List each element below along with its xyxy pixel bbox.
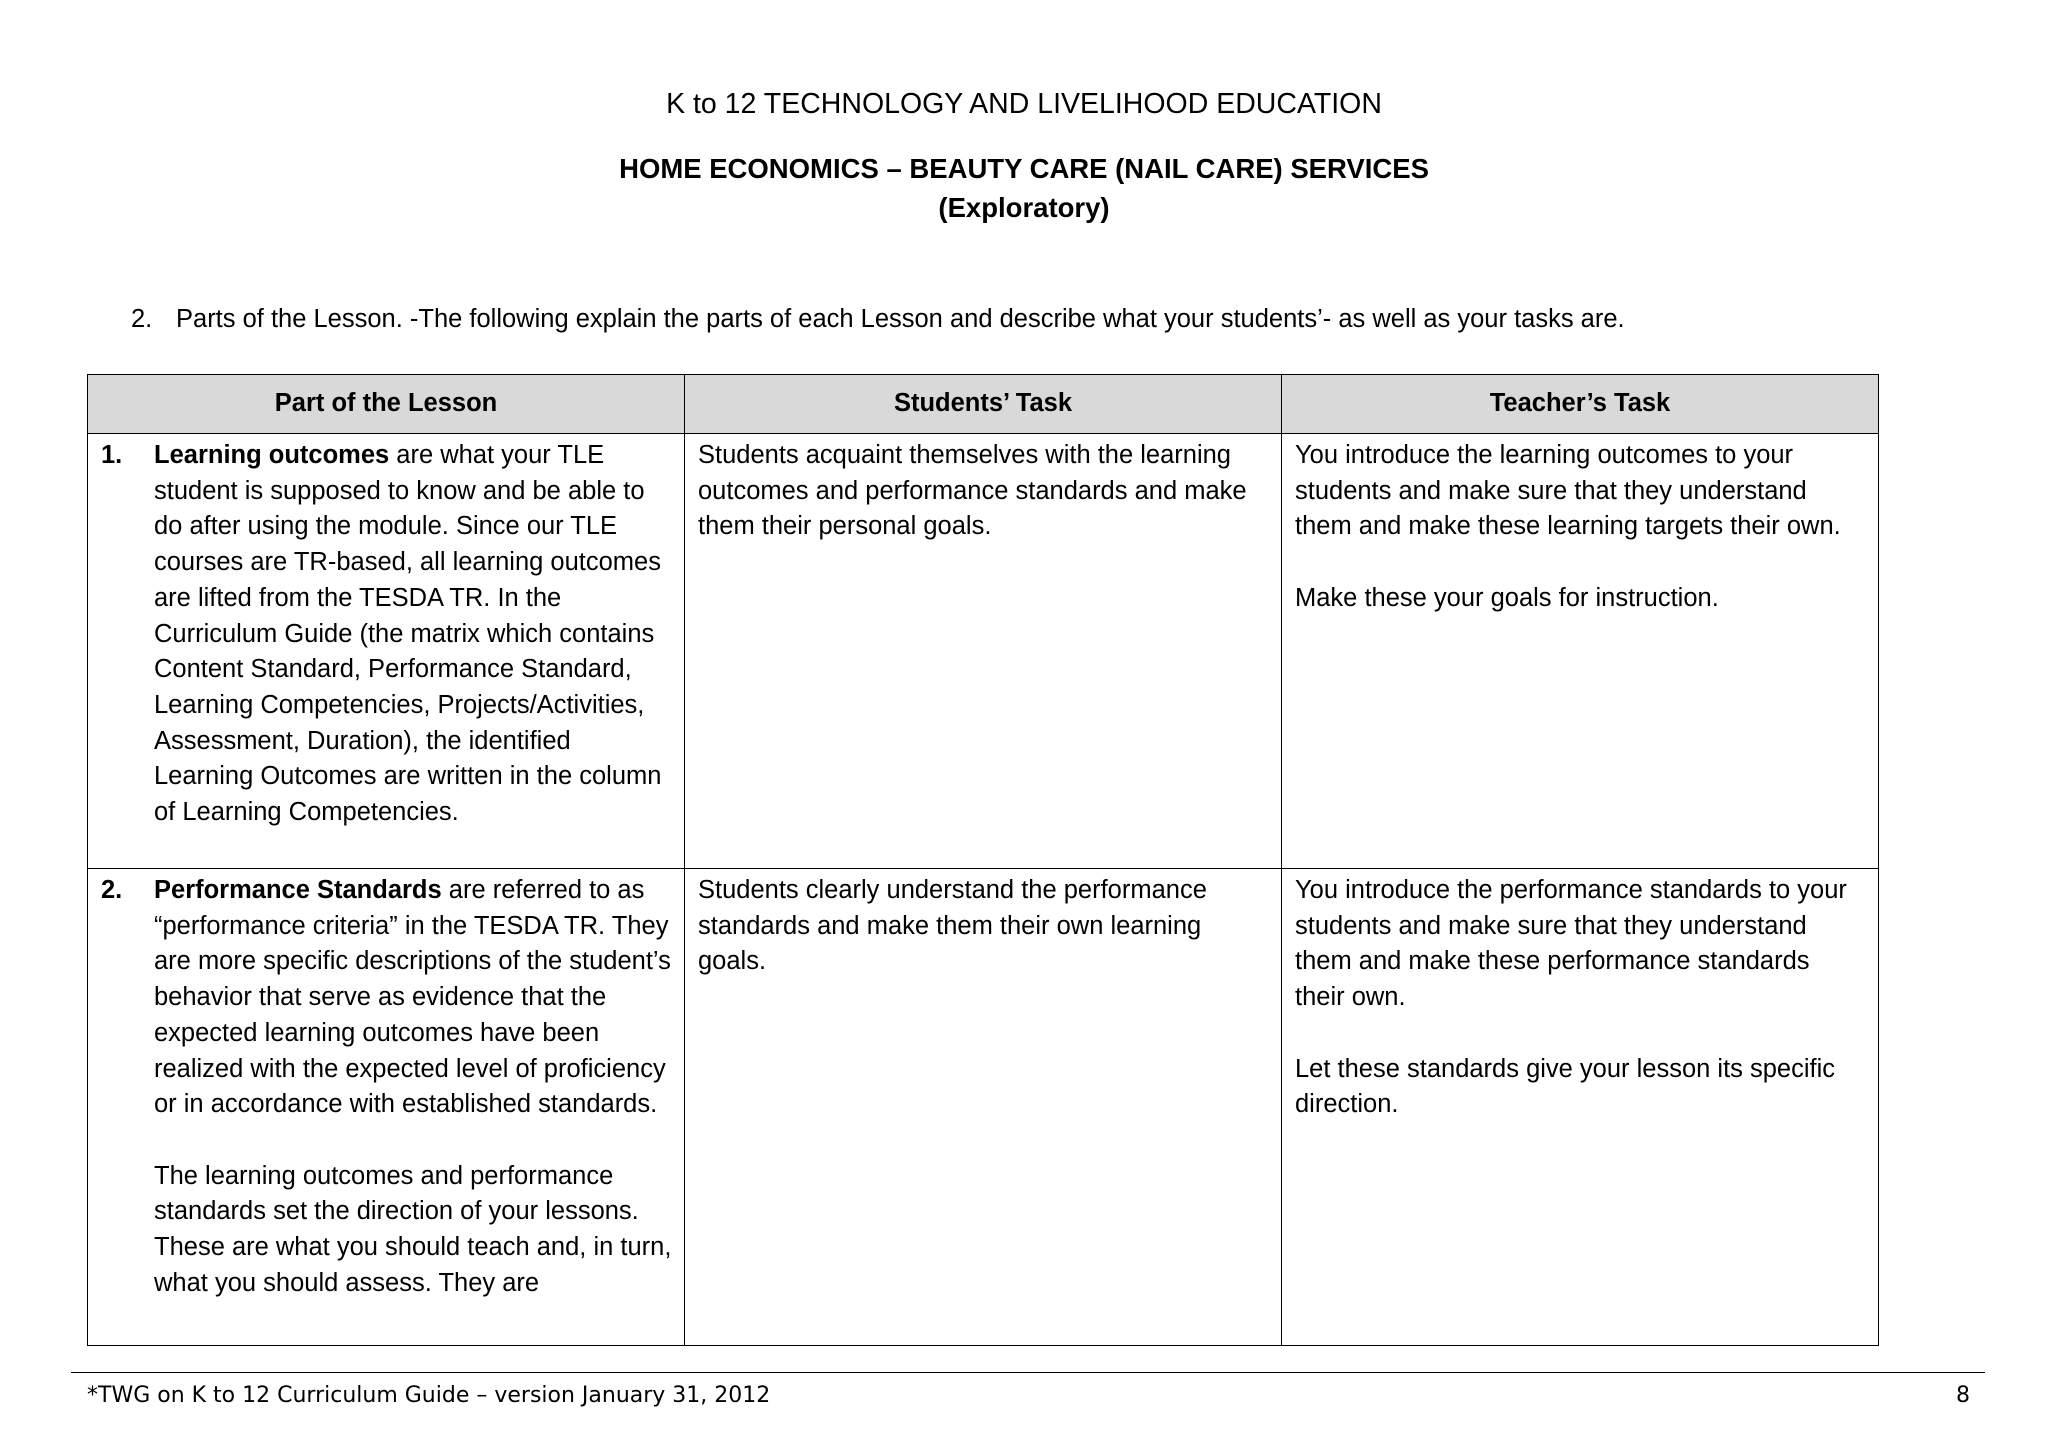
lesson-parts-table — [87, 374, 1879, 1346]
page-number: 8 — [1956, 1383, 1970, 1408]
teachers-task-note: Make these your goals for instruction. — [1295, 583, 1719, 612]
part-cell — [88, 869, 685, 1346]
item-term: Performance Standards — [154, 876, 442, 904]
intro-text: Parts of the Lesson. -The following explain the parts of each Lesson and describe what your students’- as well as your tasks are. — [176, 305, 1625, 333]
intro-paragraph — [131, 302, 1625, 336]
students-task-cell — [685, 434, 1282, 869]
students-task-cell — [685, 869, 1282, 1346]
teachers-task-note: Let these standards give your lesson its specific direction. — [1295, 1054, 1836, 1119]
document-subtitle-note: (Exploratory) — [938, 192, 1110, 223]
footer-text: *TWG on K to 12 Curriculum Guide – version January 31, 2012 — [87, 1383, 771, 1408]
item-number: 1. — [101, 441, 123, 469]
item-description: are what your TLE student is supposed to know and be able to do after using the module. Since our TLE courses are TR-based, all learning outcomes are lifted from the TESDA TR. In the Curriculum Guide (the matrix which contains Content Standard, Performance Standard, Learning Competencies, Projects/Activities, Assessment, Duration), the identified Learning Outcomes are written in the column of Learning Competencies. — [154, 441, 662, 827]
teachers-task-cell — [1282, 869, 1879, 1346]
table-header-row — [88, 375, 1879, 434]
table-row — [88, 869, 1879, 1346]
students-task-text: Students acquaint themselves with the learning outcomes and performance standards and make them their personal goals. — [698, 441, 1247, 541]
students-task-text: Students clearly understand the performance standards and make them their own learning goals. — [698, 876, 1207, 976]
item-term: Learning outcomes — [154, 441, 390, 469]
footer-divider — [71, 1372, 1985, 1373]
teachers-task-text: You introduce the learning outcomes to your students and make sure that they understand them and make these learning targets their own. — [1295, 441, 1841, 541]
column-header-students: Students’ Task — [685, 375, 1282, 434]
item-description: are referred to as “performance criteria” in the TESDA TR. They are more specific descriptions of the student’s behavior that serve as evidence that the expected learning outcomes have been realized with the expected level of proficiency or in accordance with established standards. — [154, 876, 671, 1119]
teachers-task-cell — [1282, 434, 1879, 869]
item-description-continued: The learning outcomes and performance standards set the direction of your lessons. These are what you should teach and, in turn, what you should assess. They are — [154, 1161, 672, 1297]
item-number: 2. — [101, 876, 123, 904]
part-cell — [88, 434, 685, 869]
document-title: K to 12 TECHNOLOGY AND LIVELIHOOD EDUCATION — [666, 88, 1382, 120]
teachers-task-text: You introduce the performance standards to your students and make sure that they understand them and make these performance standards their own. — [1295, 876, 1847, 1012]
column-header-part: Part of the Lesson — [88, 375, 685, 434]
document-subtitle: HOME ECONOMICS – BEAUTY CARE (NAIL CARE) SERVICES — [619, 153, 1429, 184]
intro-number: 2. — [131, 305, 153, 333]
table-row — [88, 434, 1879, 869]
column-header-teacher: Teacher’s Task — [1282, 375, 1879, 434]
